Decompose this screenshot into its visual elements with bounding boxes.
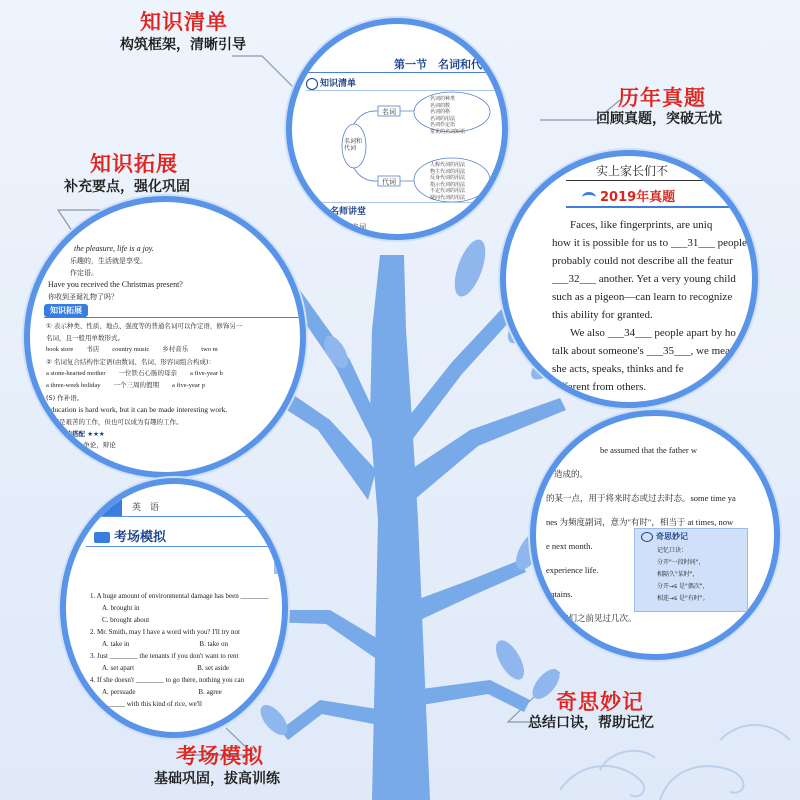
- exam-year-label: 2019年真题: [582, 186, 675, 205]
- mind-map-noun-items: 名词的种类 名词的数 名词的格 名词的用法 名词作定语 常见的名词短语: [430, 96, 466, 135]
- callout-subtitle-knowledge-extension: 补充要点，强化巩固: [64, 179, 190, 195]
- callout-subtitle-past-exams: 回顾真题，突破无忧: [596, 111, 722, 127]
- callout-subtitle-exam-simulation: 基础巩固，拔高训练: [154, 771, 280, 787]
- section-heading: 第一节 名词和代: [394, 59, 482, 71]
- mind-map-pronoun-items: 人称代词的用法 物主代词的用法 反身代词的用法 指示代词的用法 不定代词的用法 疑问代词的用法: [430, 162, 466, 201]
- sim-header-subject: 英 语: [132, 503, 160, 513]
- mind-map-center: 名词和代词: [344, 138, 363, 152]
- ext-tab-rule: [44, 317, 306, 318]
- circle-knowledge-list: [286, 18, 508, 240]
- mind-map-branch-noun: 名词: [382, 108, 396, 116]
- exam-header: 实上家长们不: [596, 164, 669, 178]
- noun-small-label: 名词: [352, 223, 366, 231]
- sim-header-tab: [86, 498, 122, 516]
- sim-title-rule: [86, 546, 288, 547]
- memo-box: [634, 528, 748, 612]
- circle-past-exams: [500, 150, 758, 408]
- exam-header-rule: [566, 180, 756, 181]
- callout-title-past-exams: 历年真题: [618, 86, 706, 110]
- mind-map-branch-pronoun: 代词: [382, 178, 396, 186]
- bird-icon: [582, 192, 596, 203]
- teacher-icon: [318, 207, 327, 216]
- mind-map: [292, 88, 508, 208]
- ext-line-5: 你收到圣诞礼物了吗？: [48, 293, 118, 301]
- callout-title-memory-tips: 奇思妙记: [556, 690, 644, 714]
- memo-box-lines: 记忆口诀： 分开"一段时间"， 相隔久"某时"， 分开→s 是"偶次"， 相连→s 是"有时"。: [657, 547, 709, 602]
- circle-knowledge-extension: [24, 196, 306, 478]
- memo-text: be assumed that the father w 造成的。 的某一点，用于将来时态或过去时态。some time ya nes 为频度副词，意为"有时"，相当于 at times, now e next month. experience life. untains. 你们之前见过几次。: [546, 445, 736, 623]
- exam-passage: Faces, like fingerprints, are uniq how it is possible for us to ___31___ people probably could not describe all the featur ___32___ another. Yet a very young child such as a pigeon—can learn to recognize this ability for granted. We also ___34___ people apart by ho talk about someone's ___35___, we mean she acts, speaks, thinks and fe different from others.: [552, 219, 747, 393]
- teacher-label: 名师讲堂: [318, 204, 366, 217]
- exam-year-rule: [566, 206, 756, 208]
- book-icon: [94, 532, 110, 543]
- circle-memory-tips: [530, 410, 780, 660]
- ext-line-2: 乐趣的，生活就是享受。: [70, 257, 147, 265]
- teacher-rule: [306, 202, 506, 203]
- callout-subtitle-knowledge-list: 构筑框架，清晰引导: [120, 37, 246, 53]
- ext-line-4: Have you received the Christmas present?: [48, 280, 183, 289]
- memo-box-title: 奇思妙记: [641, 531, 688, 542]
- sim-title: 考场模拟: [94, 526, 166, 545]
- callout-title-exam-simulation: 考场模拟: [176, 744, 264, 768]
- circle-exam-simulation: [60, 478, 288, 738]
- knowledge-list-label: 知识清单: [306, 76, 356, 90]
- ext-tab-label: 知识拓展: [44, 304, 88, 317]
- ext-body: ① 表示种类、性质、地点、强度等的普通名词可以作定语，修饰另一 名词，且一般用单数形式。 book store 书店 country music 乡村音乐 two m ② 名词复合结构作定语(由数词、名词、形容词组合构成)： a stone-hearted mother 一位铁石心肠的母亲 a five-year b a three-week holiday 一个三周的假期 a five-year p (5) 作补语。 Education is hard work, but it can be made interesting work. 教育是艰苦的工作，但也可以成为有趣的工作。 与介词的搭配 ★★★ hent 争论，辩论: [46, 322, 243, 449]
- ext-line-1: the pleasure, life is a joy.: [74, 244, 154, 253]
- ext-line-3: 作定语。: [70, 269, 98, 277]
- callout-title-knowledge-list: 知识清单: [140, 10, 228, 34]
- callout-subtitle-memory-tips: 总结口诀，帮助记忆: [528, 715, 654, 731]
- brain-icon: [641, 532, 653, 542]
- callout-title-knowledge-extension: 知识拓展: [90, 152, 178, 176]
- section-rule: [302, 72, 508, 73]
- sim-questions: 1. A huge amount of environmental damage has been ________ A. brought in C. brought about 2. Mr. Smith, may I have a word with you? I'll try not A. take in B. take on 3. Just ________ the tenants if you don't want to rent A. set apart B. set aside 4. If she doesn't ________ to go there, nothing you can A. persuade B. agree 5. ________ with this kind of rice, we'll: [90, 592, 269, 708]
